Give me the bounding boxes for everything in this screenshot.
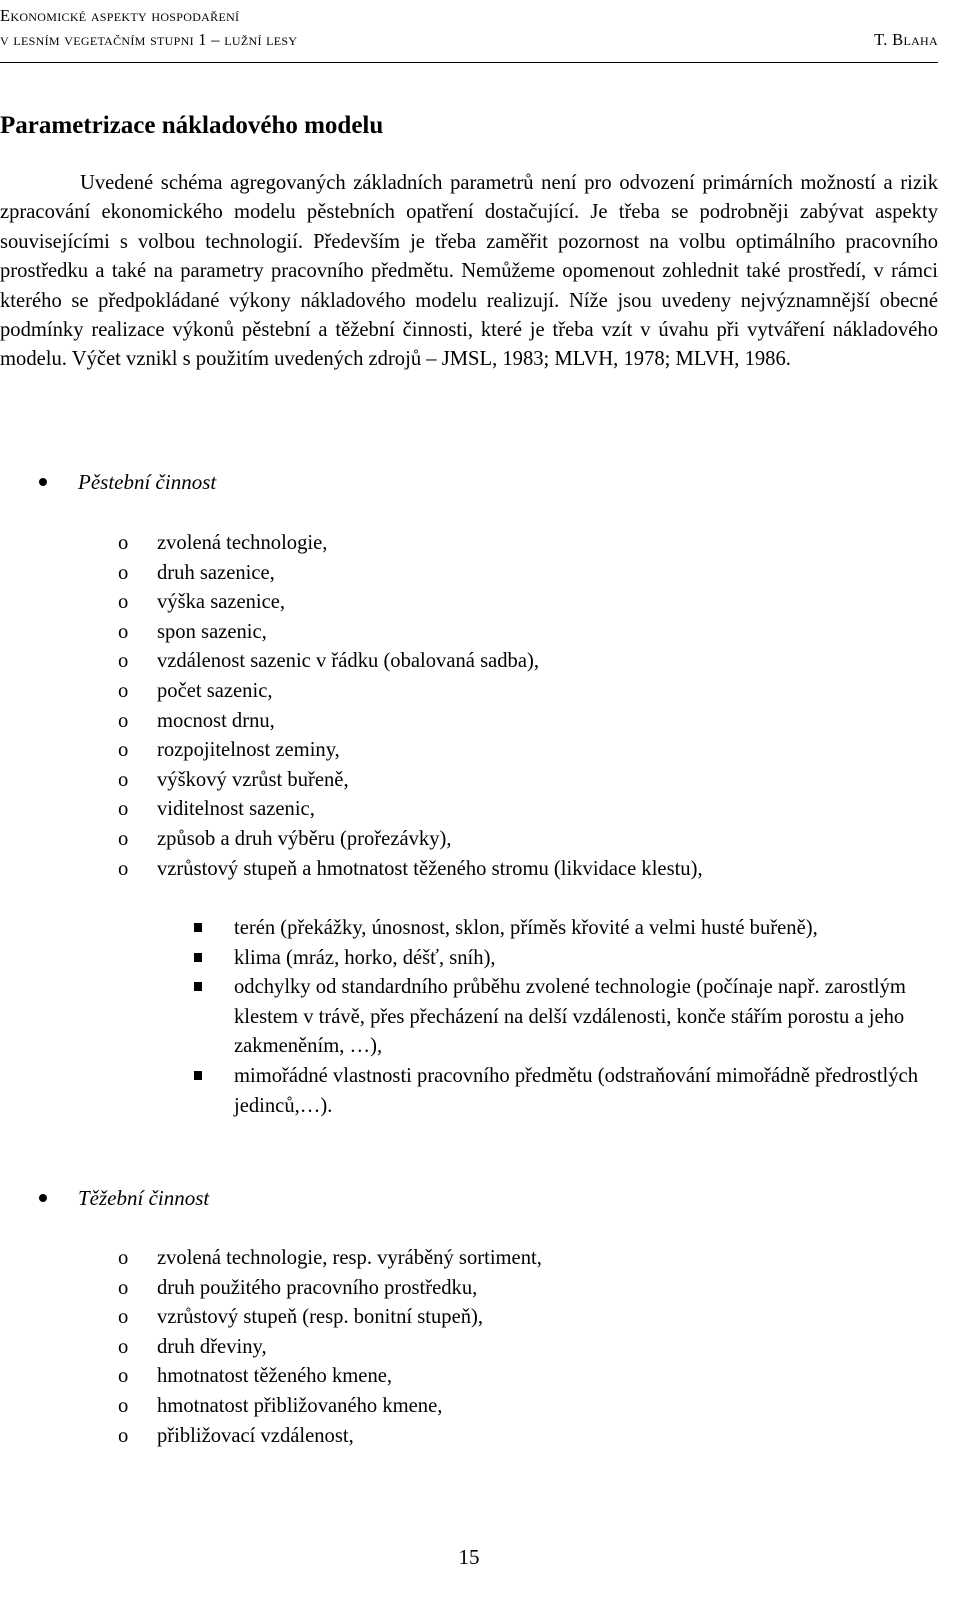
header-author: T. Blaha [874,30,938,49]
sublist-item: klima (mráz, horko, déšť, sníh), [0,944,930,974]
list-item: o vzrůstový stupeň (resp. bonitní stupeň), [0,1303,542,1333]
list-marker: o [118,798,129,821]
running-header [0,4,938,63]
list-item: o druh dřeviny, [0,1333,542,1363]
logging-list [0,1244,542,1451]
list-item: o výška sazenice, [0,588,703,618]
bullet-dot [39,478,47,486]
list-marker: o [118,768,129,791]
sublist-item: terén (překážky, únosnost, sklon, příměs křovité a velmi husté buřeně), [0,914,930,944]
list-marker: o [118,620,129,643]
list-marker: o [118,532,129,554]
cultivation-sublist [0,914,930,1121]
square-bullet-icon [194,953,202,962]
list-item: o vzdálenost sazenic v řádku (obalovaná sadba), [0,647,703,677]
list-item: o hmotnatost těženého kmene, [0,1362,542,1392]
sublist-item: odchylky od standardního průběhu zvolené technologie (počínaje např. zarostlým klestem v trávě, přes přecházení na delší vzdálenosti, konče stářím porostu a jeho zakmeněním, …), [0,973,930,1062]
list-item: o viditelnost sazenic, [0,795,703,825]
list-item: o mocnost drnu, [0,707,703,737]
square-bullet-icon [194,923,202,932]
list-marker: o [118,591,129,614]
list-marker: o [118,679,129,702]
section-heading-text: Těžební činnost [78,1186,210,1210]
cultivation-list [0,529,703,884]
header-title-line1: Ekonomické aspekty hospodaření [0,6,240,25]
list-marker: o [118,1276,129,1299]
list-marker: o [118,1247,129,1269]
page-number: 15 [458,1545,480,1569]
list-marker: o [118,827,129,850]
header-title-line2: v lesním vegetačním stupni 1 – lužní lesy [0,30,298,49]
list-item: o hmotnatost přibližovaného kmene, [0,1392,542,1422]
list-marker: o [118,1424,129,1447]
list-item: o výškový vzrůst buřeně, [0,766,703,796]
intro-paragraph: Uvedené schéma agregovaných základních parametrů není pro odvození primárních možností a rizik zpracování ekonomického modelu pěstebních opatření dostačující. Je třeba se podrobněji zabývat aspekty souvisejícími s volbou technologií. Především je třeba zaměřit pozornost na volbu optimálního pracovního prostředku a také na parametry pracovního předmětu. Nemůžeme opomenout zohlednit také prostředí, v rámci kterého se předpokládané výkony nákladového modelu realizují. Níže jsou uvedeny nejvýznamnější obecné podmínky realizace výkonů pěstební a těžební činnosti, které je třeba vzít v úvahu při vytváření nákladového modelu. Výčet vznikl s použitím uvedených zdrojů – JMSL, 1983; MLVH, 1978; MLVH, 1986. [0,172,938,371]
list-item: o zvolená technologie, resp. vyráběný sortiment, [0,1244,542,1274]
list-item: o zvolená technologie, [0,529,703,559]
section-heading-text: Pěstební činnost [78,470,217,494]
list-item: o vzrůstový stupeň a hmotnatost těženého stromu (likvidace klestu), [0,855,703,885]
list-item: o druh sazenice, [0,559,703,589]
square-bullet-icon [194,1071,202,1080]
list-marker: o [118,1365,129,1388]
square-bullet-icon [194,982,202,991]
list-marker: o [118,1306,129,1329]
list-item: o přibližovací vzdálenost, [0,1422,542,1452]
list-marker: o [118,1335,129,1358]
list-marker: o [118,709,129,732]
section-title: Parametrizace nákladového modelu [0,112,384,139]
list-item: o počet sazenic, [0,677,703,707]
list-item: o rozpojitelnost zeminy, [0,736,703,766]
list-marker: o [118,561,129,584]
list-marker: o [118,650,129,673]
sublist-item: mimořádné vlastnosti pracovního předmětu (odstraňování mimořádně předrostlých jedinců,…). [0,1062,930,1121]
list-marker: o [118,857,129,880]
list-item: o způsob a druh výběru (prořezávky), [0,825,703,855]
list-marker: o [118,739,129,762]
list-marker: o [118,1394,129,1417]
list-item: o druh použitého pracovního prostředku, [0,1274,542,1304]
list-item: o spon sazenic, [0,618,703,648]
bullet-dot [39,1194,47,1202]
